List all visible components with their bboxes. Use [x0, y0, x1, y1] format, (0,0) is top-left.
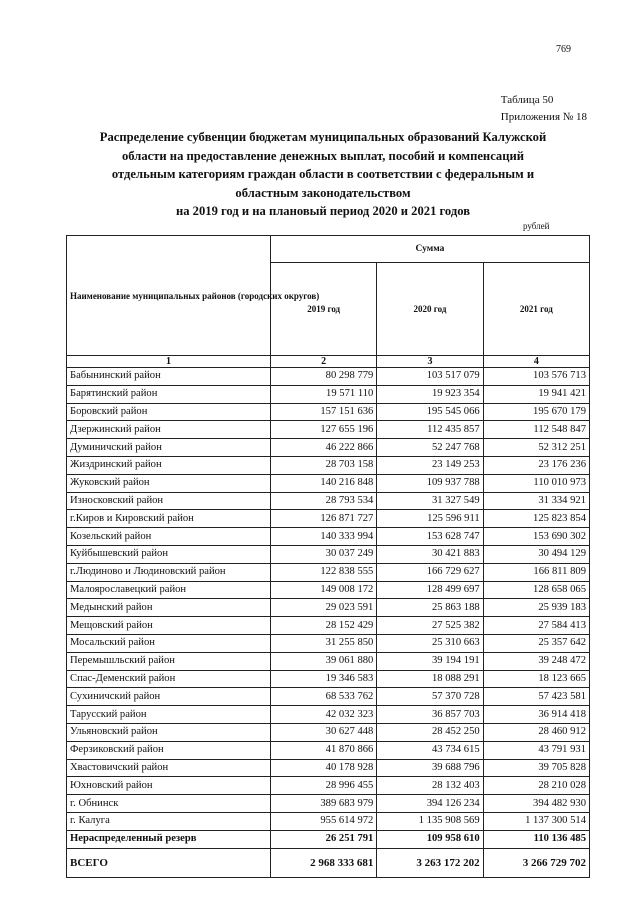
reserve-2020: 109 958 610	[377, 830, 483, 849]
header-sum: Сумма	[271, 236, 590, 263]
district-name: Износковский район	[67, 492, 271, 510]
total-2020: 3 263 172 202	[377, 849, 483, 878]
table-row	[67, 528, 590, 546]
title-line: отдельным категориям граждан области в соответствии с федеральным и	[111, 167, 535, 182]
header-year-2021: 2021 год	[483, 263, 589, 356]
amount-2021: 394 482 930	[483, 795, 589, 813]
amount-2020: 36 857 703	[377, 706, 483, 724]
amount-2021: 18 123 665	[483, 670, 589, 688]
budget-table	[66, 235, 590, 878]
table-row	[67, 670, 590, 688]
amount-2021: 103 576 713	[483, 368, 589, 386]
table-row	[67, 403, 590, 421]
title-line: области на предоставление денежных выплат, пособий и компенсаций	[121, 148, 524, 163]
district-name: Ферзиковский район	[67, 741, 271, 759]
district-name: Юхновский район	[67, 777, 271, 795]
units-label: рублей	[523, 221, 550, 231]
district-name: Хвастовичский район	[67, 759, 271, 777]
district-name: Жиздринский район	[67, 456, 271, 474]
reserve-2019: 26 251 791	[271, 830, 377, 849]
district-name: Перемышльский район	[67, 652, 271, 670]
amount-2019: 46 222 866	[271, 439, 377, 457]
amount-2020: 128 499 697	[377, 581, 483, 599]
amount-2020: 39 194 191	[377, 652, 483, 670]
amount-2019: 28 996 455	[271, 777, 377, 795]
table-row	[67, 741, 590, 759]
table-row	[67, 581, 590, 599]
amount-2021: 28 460 912	[483, 723, 589, 741]
district-name: Мещовский район	[67, 617, 271, 635]
amount-2020: 1 135 908 569	[377, 812, 483, 830]
table-label: Таблица 50	[500, 94, 554, 106]
header-name-column: Наименование муниципальных районов (городских округов)	[67, 236, 271, 356]
table-row	[67, 545, 590, 563]
reserve-2021: 110 136 485	[483, 830, 589, 849]
amount-2020: 43 734 615	[377, 741, 483, 759]
total-name: ВСЕГО	[67, 849, 271, 878]
reserve-row	[67, 830, 590, 849]
table-row	[67, 492, 590, 510]
district-name: Малоярославецкий район	[67, 581, 271, 599]
amount-2019: 30 037 249	[271, 545, 377, 563]
district-name: г. Калуга	[67, 812, 271, 830]
annex-block	[501, 92, 587, 126]
table-row	[67, 421, 590, 439]
amount-2020: 28 452 250	[377, 723, 483, 741]
table-row	[67, 456, 590, 474]
table-row	[67, 599, 590, 617]
amount-2020: 109 937 788	[377, 474, 483, 492]
district-name: Спас-Деменский район	[67, 670, 271, 688]
total-2019: 2 968 333 681	[271, 849, 377, 878]
table-row	[67, 385, 590, 403]
amount-2021: 153 690 302	[483, 528, 589, 546]
title-line: на 2019 год и на плановый период 2020 и 2021 годов	[175, 204, 471, 219]
appendix-label: Приложения № 18	[500, 111, 587, 123]
amount-2019: 140 216 848	[271, 474, 377, 492]
table-row	[67, 634, 590, 652]
column-number: 1	[67, 356, 271, 368]
table-row	[67, 759, 590, 777]
amount-2021: 23 176 236	[483, 456, 589, 474]
amount-2021: 166 811 809	[483, 563, 589, 581]
amount-2021: 19 941 421	[483, 385, 589, 403]
amount-2020: 28 132 403	[377, 777, 483, 795]
district-name: Козельский район	[67, 528, 271, 546]
amount-2021: 112 548 847	[483, 421, 589, 439]
table-row	[67, 652, 590, 670]
amount-2021: 25 939 183	[483, 599, 589, 617]
amount-2020: 195 545 066	[377, 403, 483, 421]
column-number: 2	[271, 356, 377, 368]
table-row	[67, 812, 590, 830]
amount-2020: 166 729 627	[377, 563, 483, 581]
amount-2021: 110 010 973	[483, 474, 589, 492]
amount-2019: 28 793 534	[271, 492, 377, 510]
amount-2020: 25 863 188	[377, 599, 483, 617]
amount-2020: 394 126 234	[377, 795, 483, 813]
district-name: Ульяновский район	[67, 723, 271, 741]
amount-2020: 57 370 728	[377, 688, 483, 706]
amount-2020: 23 149 253	[377, 456, 483, 474]
table-row	[67, 706, 590, 724]
amount-2019: 28 152 429	[271, 617, 377, 635]
amount-2021: 52 312 251	[483, 439, 589, 457]
district-name: Тарусский район	[67, 706, 271, 724]
district-name: Сухиничский район	[67, 688, 271, 706]
district-name: г.Киров и Кировский район	[67, 510, 271, 528]
amount-2020: 39 688 796	[377, 759, 483, 777]
amount-2019: 126 871 727	[271, 510, 377, 528]
column-number: 3	[377, 356, 483, 368]
reserve-name: Нераспределенный резерв	[67, 830, 271, 849]
amount-2021: 25 357 642	[483, 634, 589, 652]
amount-2019: 80 298 779	[271, 368, 377, 386]
amount-2019: 122 838 555	[271, 563, 377, 581]
amount-2021: 195 670 179	[483, 403, 589, 421]
table-row	[67, 368, 590, 386]
district-name: Мосальский район	[67, 634, 271, 652]
amount-2021: 39 705 828	[483, 759, 589, 777]
amount-2019: 389 683 979	[271, 795, 377, 813]
amount-2020: 31 327 549	[377, 492, 483, 510]
table-row	[67, 439, 590, 457]
amount-2019: 149 008 172	[271, 581, 377, 599]
table-row	[67, 617, 590, 635]
table-row	[67, 474, 590, 492]
district-name: Барятинский район	[67, 385, 271, 403]
amount-2020: 30 421 883	[377, 545, 483, 563]
district-name: Жуковский район	[67, 474, 271, 492]
amount-2019: 41 870 866	[271, 741, 377, 759]
district-name: Дзержинский район	[67, 421, 271, 439]
district-name: Думиничский район	[67, 439, 271, 457]
amount-2021: 27 584 413	[483, 617, 589, 635]
amount-2021: 128 658 065	[483, 581, 589, 599]
amount-2019: 42 032 323	[271, 706, 377, 724]
amount-2019: 30 627 448	[271, 723, 377, 741]
amount-2019: 955 614 972	[271, 812, 377, 830]
table-body	[67, 368, 590, 878]
total-2021: 3 266 729 702	[483, 849, 589, 878]
amount-2021: 36 914 418	[483, 706, 589, 724]
amount-2021: 43 791 931	[483, 741, 589, 759]
amount-2019: 28 703 158	[271, 456, 377, 474]
amount-2021: 28 210 028	[483, 777, 589, 795]
total-row	[67, 849, 590, 878]
page-number: 769	[556, 44, 571, 55]
amount-2021: 125 823 854	[483, 510, 589, 528]
amount-2020: 19 923 354	[377, 385, 483, 403]
amount-2020: 153 628 747	[377, 528, 483, 546]
amount-2019: 127 655 196	[271, 421, 377, 439]
table-row	[67, 777, 590, 795]
table-row	[67, 688, 590, 706]
table-row	[67, 563, 590, 581]
amount-2019: 40 178 928	[271, 759, 377, 777]
header-year-2020: 2020 год	[377, 263, 483, 356]
district-name: Медынский район	[67, 599, 271, 617]
amount-2020: 103 517 079	[377, 368, 483, 386]
amount-2021: 30 494 129	[483, 545, 589, 563]
amount-2021: 57 423 581	[483, 688, 589, 706]
table-row	[67, 795, 590, 813]
amount-2020: 125 596 911	[377, 510, 483, 528]
table-row	[67, 510, 590, 528]
amount-2020: 27 525 382	[377, 617, 483, 635]
amount-2020: 25 310 663	[377, 634, 483, 652]
district-name: Боровский район	[67, 403, 271, 421]
amount-2019: 157 151 636	[271, 403, 377, 421]
amount-2019: 39 061 880	[271, 652, 377, 670]
district-name: Куйбышевский район	[67, 545, 271, 563]
amount-2019: 31 255 850	[271, 634, 377, 652]
amount-2020: 52 247 768	[377, 439, 483, 457]
amount-2020: 18 088 291	[377, 670, 483, 688]
district-name: Бабынинский район	[67, 368, 271, 386]
amount-2019: 140 333 994	[271, 528, 377, 546]
district-name: г.Людиново и Людиновский район	[67, 563, 271, 581]
title-line: областным законодательством	[235, 185, 411, 200]
amount-2021: 31 334 921	[483, 492, 589, 510]
amount-2019: 19 346 583	[271, 670, 377, 688]
table-row	[67, 723, 590, 741]
district-name: г. Обнинск	[67, 795, 271, 813]
amount-2019: 68 533 762	[271, 688, 377, 706]
column-number: 4	[483, 356, 589, 368]
amount-2019: 19 571 110	[271, 385, 377, 403]
document-title	[56, 128, 590, 221]
header-year-2019: 2019 год	[271, 263, 377, 356]
amount-2021: 39 248 472	[483, 652, 589, 670]
title-line: Распределение субвенции бюджетам муниципальных образований Калужской	[99, 130, 547, 144]
amount-2019: 29 023 591	[271, 599, 377, 617]
amount-2021: 1 137 300 514	[483, 812, 589, 830]
amount-2020: 112 435 857	[377, 421, 483, 439]
